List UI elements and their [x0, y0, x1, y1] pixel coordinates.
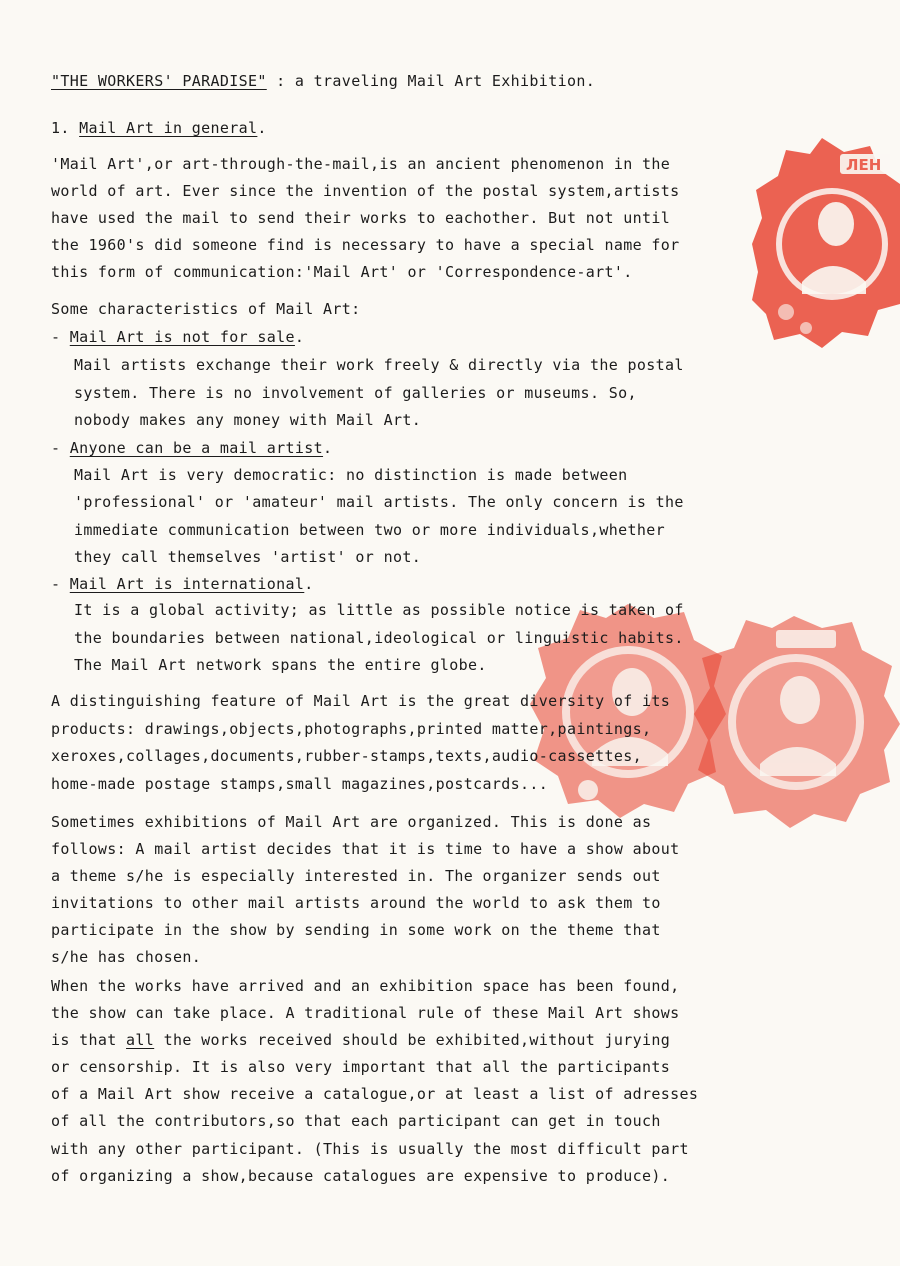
intro-line: this form of communication:'Mail Art' or 'Correspondence-art'.	[51, 263, 633, 281]
rules-line: or censorship. It is also very important that all the participants	[51, 1058, 671, 1076]
rules-line	[51, 1031, 670, 1049]
rules-line: of organizing a show,because catalogues are expensive to produce).	[51, 1167, 671, 1185]
exhibitions-line: Sometimes exhibitions of Mail Art are organized. This is done as	[51, 813, 652, 831]
rules-text: the works received should be exhibited,without jurying	[154, 1031, 671, 1049]
title-underlined: "THE WORKERS' PARADISE"	[51, 72, 267, 90]
characteristic-body-line: Mail artists exchange their work freely & directly via the postal	[74, 356, 684, 374]
rules-line: with any other participant. (This is usually the most difficult part	[51, 1140, 689, 1158]
characteristic-heading	[51, 328, 304, 346]
section-heading-text: Mail Art in general	[79, 119, 258, 137]
exhibitions-line: participate in the show by sending in some work on the theme that	[51, 921, 661, 939]
heading-end: .	[323, 439, 333, 457]
intro-line: the 1960's did someone find is necessary to have a special name for	[51, 236, 680, 254]
rules-line: When the works have arrived and an exhibition space has been found,	[51, 977, 680, 995]
rules-line: of all the contributors,so that each participant can get in touch	[51, 1112, 661, 1130]
diversity-line: xeroxes,collages,documents,rubber-stamps,texts,audio-cassettes,	[51, 747, 642, 765]
characteristic-heading-text: Mail Art is not for sale	[69, 328, 295, 346]
characteristic-body-line: 'professional' or 'amateur' mail artists. The only concern is the	[74, 493, 684, 511]
rules-line: the show can take place. A traditional rule of these Mail Art shows	[51, 1004, 680, 1022]
heading-end: .	[304, 575, 314, 593]
title-rest: : a traveling Mail Art Exhibition.	[266, 72, 596, 90]
section-heading-end: .	[257, 119, 267, 137]
characteristic-heading	[51, 575, 314, 593]
characteristic-heading-text: Mail Art is international	[69, 575, 305, 593]
characteristic-body-line: immediate communication between two or more individuals,whether	[74, 521, 665, 539]
exhibitions-line: follows: A mail artist decides that it is time to have a show about	[51, 840, 680, 858]
characteristic-heading-text: Anyone can be a mail artist	[69, 439, 324, 457]
intro-line: have used the mail to send their works to eachother. But not until	[51, 209, 671, 227]
characteristic-body-line: Mail Art is very democratic: no distinction is made between	[74, 466, 628, 484]
bullet: -	[51, 439, 70, 457]
bullet: -	[51, 328, 70, 346]
heading-end: .	[294, 328, 305, 346]
red-medal-stamp-right	[690, 612, 900, 828]
characteristic-body-line: nobody makes any money with Mail Art.	[74, 411, 422, 429]
diversity-line: A distinguishing feature of Mail Art is the great diversity of its	[51, 692, 671, 710]
characteristic-body-line: they call themselves 'artist' or not.	[74, 548, 422, 566]
characteristics-intro: Some characteristics of Mail Art:	[51, 300, 361, 318]
exhibitions-line: s/he has chosen.	[51, 948, 202, 966]
red-medal-stamp-top	[752, 132, 900, 350]
section-heading	[51, 119, 267, 137]
stamp-text: ЛЕН	[846, 156, 882, 174]
emphasis-all: all	[126, 1031, 155, 1049]
bullet: -	[51, 575, 70, 593]
exhibitions-line: invitations to other mail artists around the world to ask them to	[51, 894, 661, 912]
diversity-line: home-made postage stamps,small magazines,postcards...	[51, 775, 549, 793]
intro-line: world of art. Ever since the invention of the postal system,artists	[51, 182, 680, 200]
characteristic-body-line: It is a global activity; as little as possible notice is taken of	[74, 601, 684, 619]
rules-text: is that	[51, 1031, 127, 1049]
exhibitions-line: a theme s/he is especially interested in. The organizer sends out	[51, 867, 661, 885]
section-number: 1.	[51, 119, 80, 137]
characteristic-body-line: The Mail Art network spans the entire globe.	[74, 656, 487, 674]
characteristic-heading	[51, 439, 332, 457]
document-title	[51, 72, 595, 90]
rules-line: of a Mail Art show receive a catalogue,or at least a list of adresses	[51, 1085, 699, 1103]
characteristic-body-line: the boundaries between national,ideological or linguistic habits.	[74, 629, 684, 647]
intro-line: 'Mail Art',or art-through-the-mail,is an ancient phenomenon in the	[51, 155, 671, 173]
diversity-line: products: drawings,objects,photographs,printed matter,paintings,	[51, 720, 652, 738]
characteristic-body-line: system. There is no involvement of galleries or museums. So,	[74, 384, 637, 402]
